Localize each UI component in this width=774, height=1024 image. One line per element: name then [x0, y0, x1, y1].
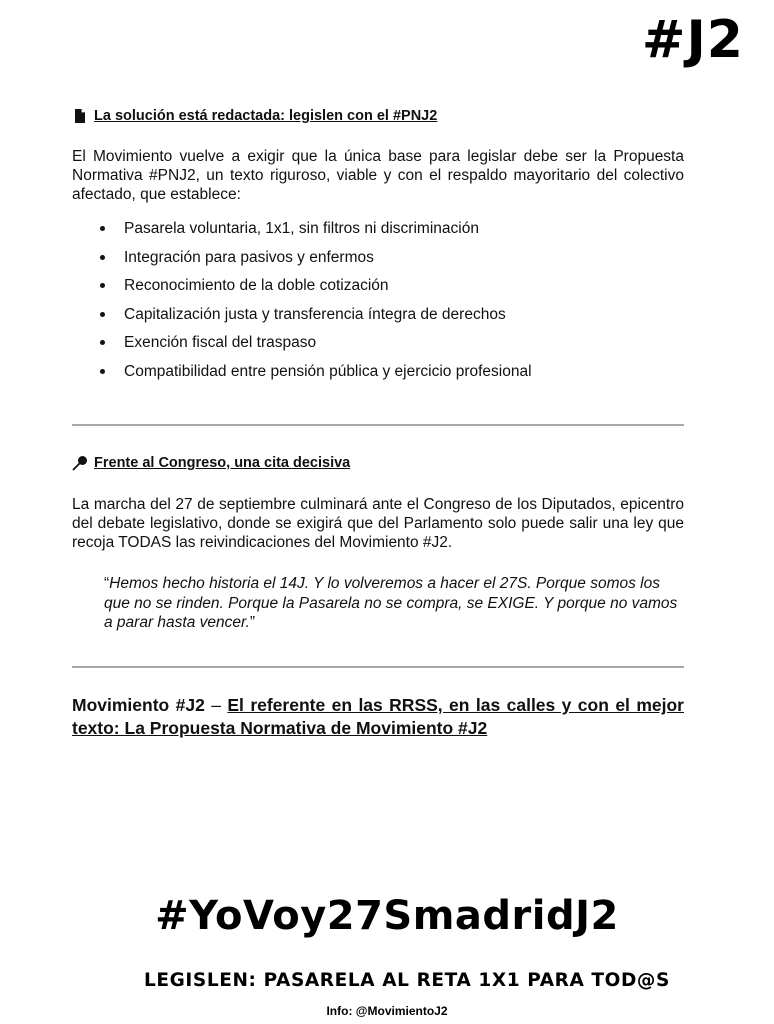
document-icon	[72, 108, 88, 124]
closing-dash: –	[204, 695, 228, 715]
section-congress	[72, 455, 684, 552]
list-item: Pasarela voluntaria, 1x1, sin filtros ni discriminación	[72, 219, 684, 248]
divider	[72, 666, 684, 668]
section-heading-text: Frente al Congreso, una cita decisiva	[94, 455, 351, 471]
list-item: Capitalización justa y transferencia íntegra de derechos	[72, 305, 684, 334]
slogan: LEGISLEN: PASARELA AL RETA 1X1 PARA TOD@S	[144, 970, 670, 991]
divider	[72, 424, 684, 426]
quote-close: ”	[249, 614, 256, 631]
info-handle: Info: @MovimientoJ2	[326, 1004, 448, 1018]
section-heading	[72, 108, 684, 124]
corner-hashtag: #J2	[641, 10, 744, 70]
quote-block	[104, 574, 684, 633]
campaign-hashtag: #YoVoy27SmadridJ2	[155, 893, 619, 939]
list-item: Reconocimiento de la doble cotización	[72, 276, 684, 305]
closing-lead: Movimiento #J2	[72, 695, 205, 715]
list-item: Exención fiscal del traspaso	[72, 333, 684, 362]
list-item: Integración para pasivos y enfermos	[72, 248, 684, 277]
section-solution	[72, 108, 684, 390]
closing-linked-text: El referente en las RRSS, en las calles y con el mejor texto: La Propuesta Normativa de Movimiento #J2	[72, 695, 684, 738]
section-heading-text: La solución está redactada: legislen con el #PNJ2	[94, 108, 438, 124]
pushpin-icon	[72, 455, 88, 471]
quote-text: Hemos hecho historia el 14J. Y lo volveremos a hacer el 27S. Porque somos los que no se rinden. Porque la Pasarela no se compra, se EXIGE. Y porque no vamos a parar hasta vencer.	[104, 575, 678, 631]
list-item: Compatibilidad entre pensión pública y ejercicio profesional	[72, 362, 684, 391]
section-paragraph: La marcha del 27 de septiembre culminará ante el Congreso de los Diputados, epicentro del debate legislativo, donde se exigirá que del Parlamento solo puede salir una ley que recoja TODAS las reivindicaciones del Movimiento #J2.	[72, 496, 684, 551]
section-heading	[72, 455, 684, 471]
quote-open: “	[104, 575, 110, 592]
requirements-list	[72, 219, 684, 390]
section-paragraph: El Movimiento vuelve a exigir que la única base para legislar debe ser la Propuesta Normativa #PNJ2, un texto riguroso, viable y con el respaldo mayoritario del colectivo afectado, que establece:	[72, 148, 684, 203]
closing-statement	[72, 694, 684, 740]
